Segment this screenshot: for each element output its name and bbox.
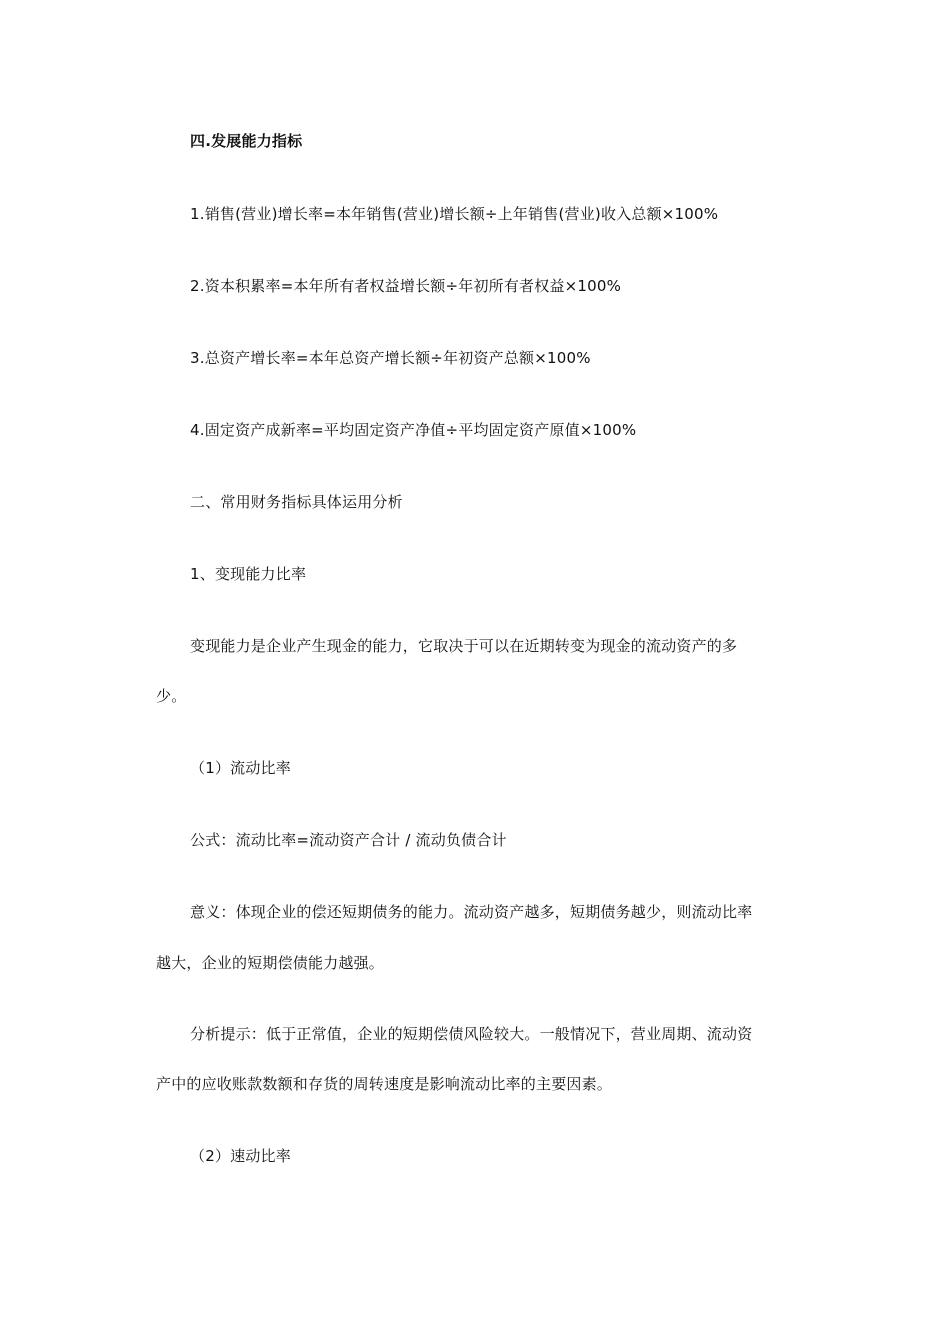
indicator-sales-growth: 1.销售(营业)增长率=本年销售(营业)增长额÷上年销售(营业)收入总额×100% bbox=[190, 205, 719, 223]
section-four-title: 四.发展能力指标 bbox=[190, 132, 303, 150]
indicator-fixed-asset-newness: 4.固定资产成新率=平均固定资产净值÷平均固定资产原值×100% bbox=[190, 421, 637, 439]
indicator-total-asset-growth: 3.总资产增长率=本年总资产增长额÷年初资产总额×100% bbox=[190, 349, 591, 367]
indicator-capital-accumulation: 2.资本积累率=本年所有者权益增长额÷年初所有者权益×100% bbox=[190, 277, 622, 295]
current-ratio-hint-line-2: 产中的应收账款数额和存货的周转速度是影响流动比率的主要因素。 bbox=[156, 1075, 613, 1093]
current-ratio-title: （1）流动比率 bbox=[190, 759, 291, 777]
current-ratio-formula: 公式：流动比率=流动资产合计 / 流动负债合计 bbox=[190, 831, 507, 849]
subsection-one-title: 1、变现能力比率 bbox=[190, 565, 307, 583]
liquidity-intro-line-1: 变现能力是企业产生现金的能力，它取决于可以在近期转变为现金的流动资产的多 bbox=[190, 637, 738, 655]
liquidity-intro-line-2: 少。 bbox=[156, 687, 187, 705]
quick-ratio-title: （2）速动比率 bbox=[190, 1147, 291, 1165]
section-two-title: 二、常用财务指标具体运用分析 bbox=[190, 493, 403, 511]
current-ratio-hint-line-1: 分析提示：低于正常值，企业的短期偿债风险较大。一般情况下，营业周期、流动资 bbox=[190, 1025, 753, 1043]
current-ratio-meaning-line-1: 意义：体现企业的偿还短期债务的能力。流动资产越多，短期债务越少，则流动比率 bbox=[190, 903, 753, 921]
current-ratio-meaning-line-2: 越大，企业的短期偿债能力越强。 bbox=[156, 954, 385, 972]
